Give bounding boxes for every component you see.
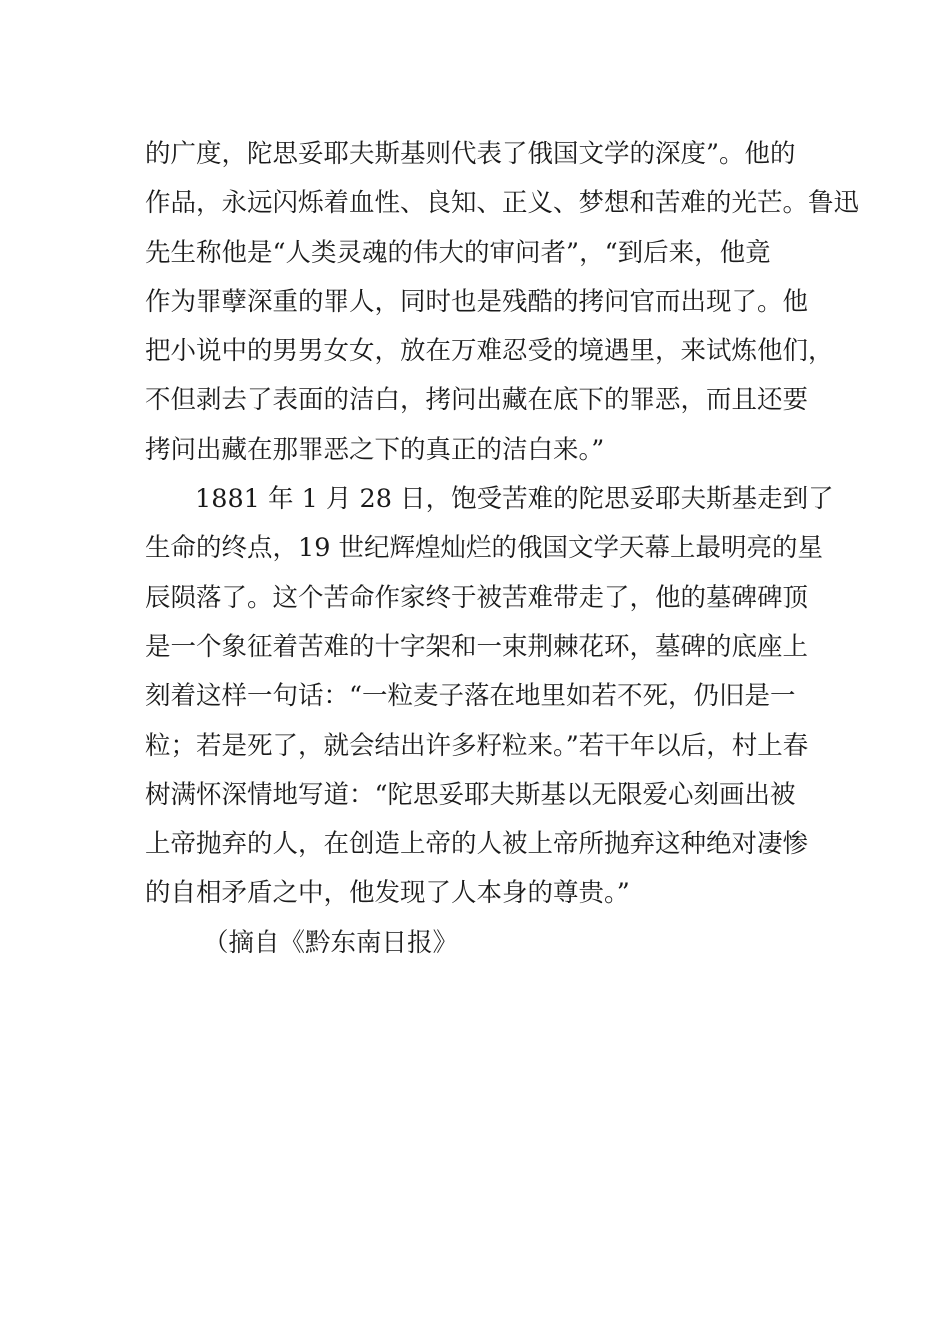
text-line: 辰陨落了。这个苦命作家终于被苦难带走了，他的墓碑碑顶: [145, 582, 809, 613]
text-line: 生命的终点，19 世纪辉煌灿烂的俄国文学天幕上最明亮的星: [145, 533, 824, 564]
text-line: 先生称他是“人类灵魂的伟大的审问者”，“到后来，他竟: [145, 237, 771, 268]
text-line: 树满怀深情地写道：“陀思妥耶夫斯基以无限爱心刻画出被: [145, 779, 796, 810]
text-line: 1881 年 1 月 28 日，饱受苦难的陀思妥耶夫斯基走到了: [195, 484, 834, 515]
text-line: 拷问出藏在那罪恶之下的真正的洁白来。”: [145, 434, 605, 465]
text-line: 不但剥去了表面的洁白，拷问出藏在底下的罪恶，而且还要: [145, 385, 809, 416]
text-line: 把小说中的男男女女，放在万难忍受的境遇里，来试炼他们，: [145, 336, 834, 367]
text-line: 的广度，陀思妥耶夫斯基则代表了俄国文学的深度”。他的: [145, 139, 796, 169]
text-line: 作品，永远闪烁着血性、良知、正义、梦想和苦难的光芒。鲁迅: [145, 188, 860, 219]
article-body: [145, 130, 860, 968]
text-line: 粒；若是死了，就会结出许多籽粒来。”若干年以后，村上春: [145, 730, 809, 761]
text-line: 刻着这样一句话：“一粒麦子落在地里如若不死，仍旧是一: [145, 681, 796, 712]
source-citation: （摘自《黔东南日报》: [203, 927, 459, 958]
text-line: 是一个象征着苦难的十字架和一束荆棘花环，墓碑的底座上: [145, 631, 809, 662]
text-line: 作为罪孽深重的罪人，同时也是残酷的拷问官而出现了。他: [145, 286, 809, 317]
text-line: 上帝抛弃的人，在创造上帝的人被上帝所抛弃这种绝对凄惨: [145, 829, 809, 860]
paragraph-1: [145, 130, 860, 475]
paragraph-2: [145, 475, 834, 919]
text-line: 的自相矛盾之中，他发现了人本身的尊贵。”: [145, 878, 630, 909]
